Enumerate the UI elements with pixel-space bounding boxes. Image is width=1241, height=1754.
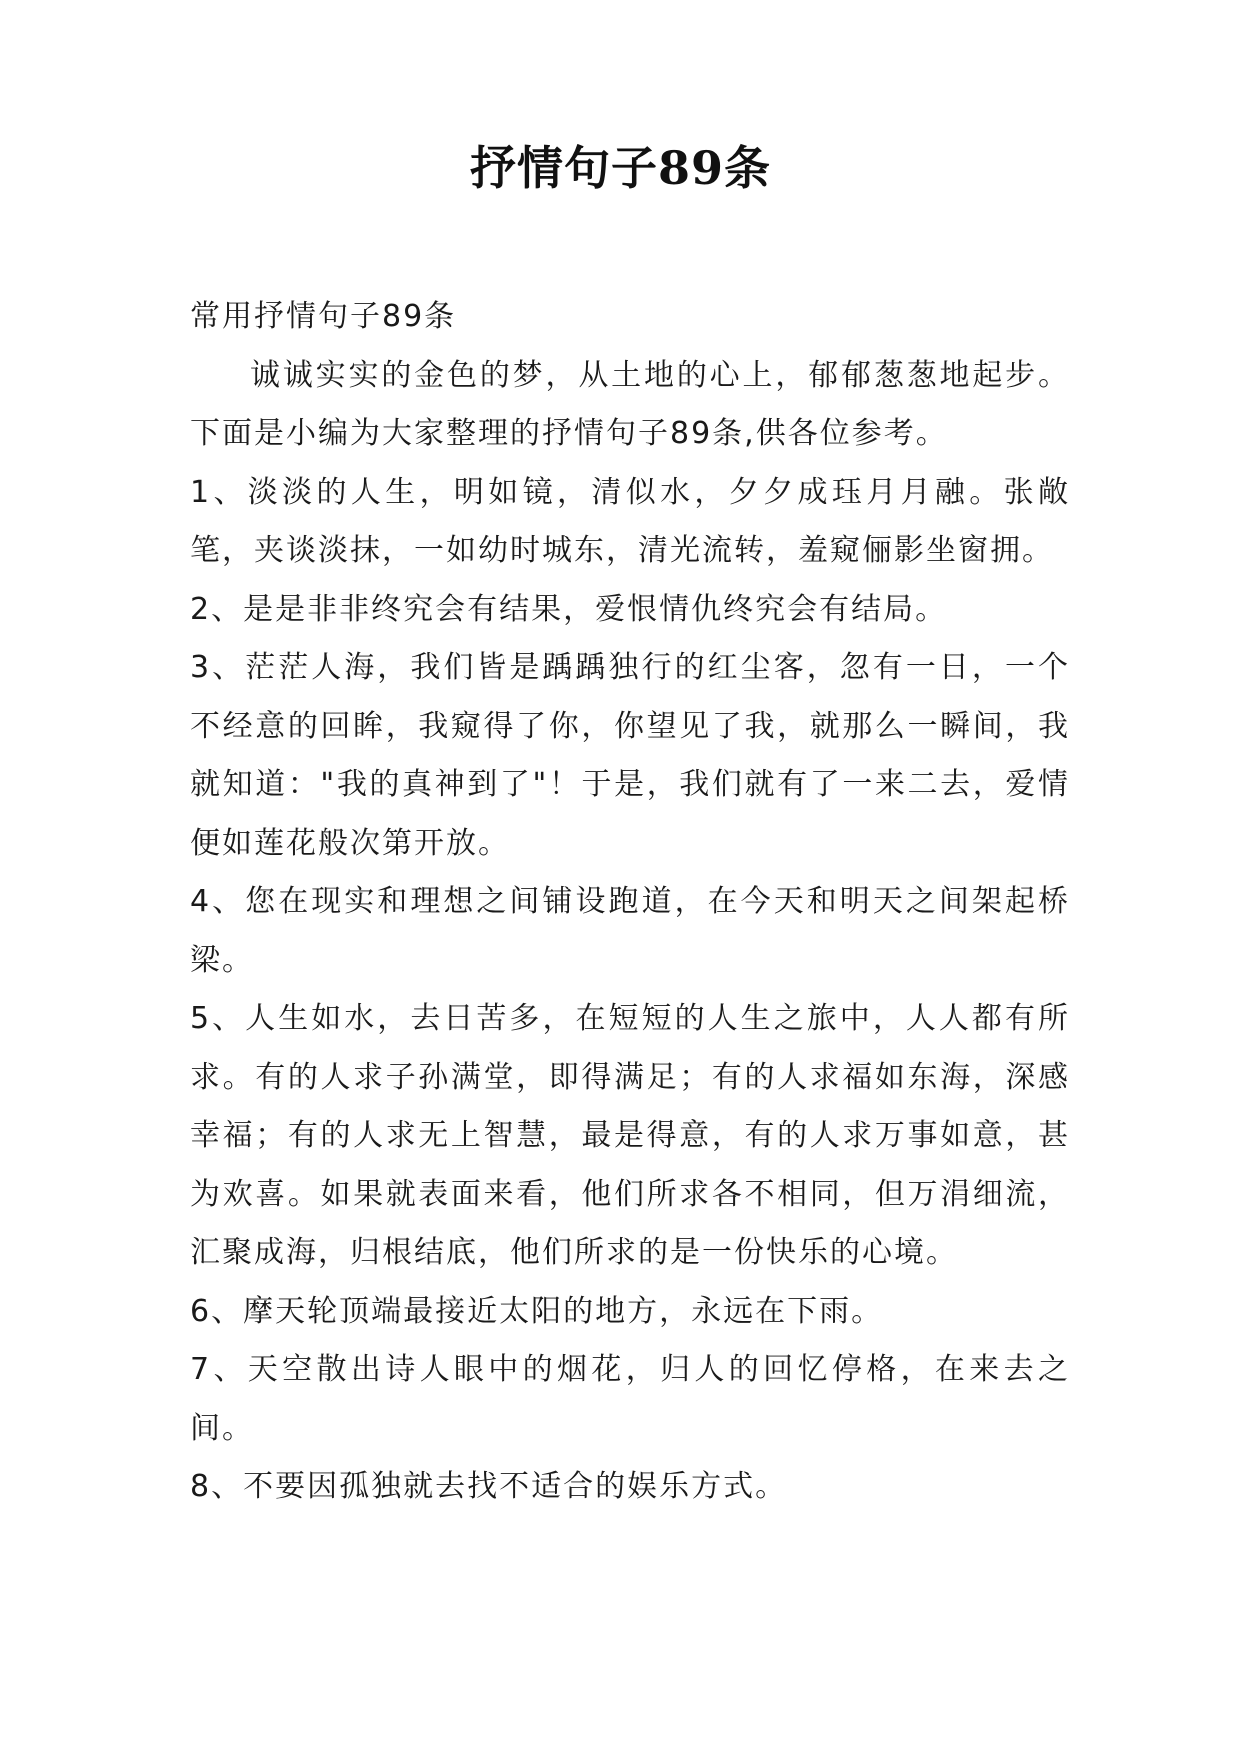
list-item: 3、茫茫人海，我们皆是踽踽独行的红尘客，忽有一日，一个不经意的回眸，我窥得了你，你望见了我，就那么一瞬间，我就知道："我的真神到了"！于是，我们就有了一来二去，爱情便如莲花般次第开放。: [190, 650, 1070, 861]
list-item: 4、您在现实和理想之间铺设跑道，在今天和明天之间架起桥梁。: [190, 884, 1070, 978]
document-body: [190, 288, 1070, 1517]
list-item: 1、淡淡的人生，明如镜，清似水，夕夕成珏月月融。张敞笔，夹谈淡抹，一如幼时城东，清光流转，羞窥俪影坐窗拥。: [190, 474, 1070, 568]
list-item: 5、人生如水，去日苦多，在短短的人生之旅中，人人都有所求。有的人求子孙满堂，即得满足；有的人求福如东海，深感幸福；有的人求无上智慧，最是得意，有的人求万事如意，甚为欢喜。如果就表面来看，他们所求各不相同，但万涓细流，汇聚成海，归根结底，他们所求的是一份快乐的心境。: [190, 1001, 1070, 1270]
document-subtitle: 常用抒情句子89条: [190, 299, 457, 334]
list-item: 6、摩天轮顶端最接近太阳的地方，永远在下雨。: [190, 1293, 884, 1329]
list-item: 2、是是非非终究会有结果，爱恨情仇终究会有结局。: [190, 591, 948, 627]
intro-paragraph: 诚诚实实的金色的梦，从土地的心上，郁郁葱葱地起步。下面是小编为大家整理的抒情句子89条,供各位参考。: [190, 357, 1070, 451]
list-item: 8、不要因孤独就去找不适合的娱乐方式。: [190, 1469, 788, 1504]
list-item: 7、天空散出诗人眼中的烟花，归人的回忆停格，在来去之间。: [190, 1352, 1070, 1446]
document-title: 抒情句子89条: [469, 141, 771, 195]
